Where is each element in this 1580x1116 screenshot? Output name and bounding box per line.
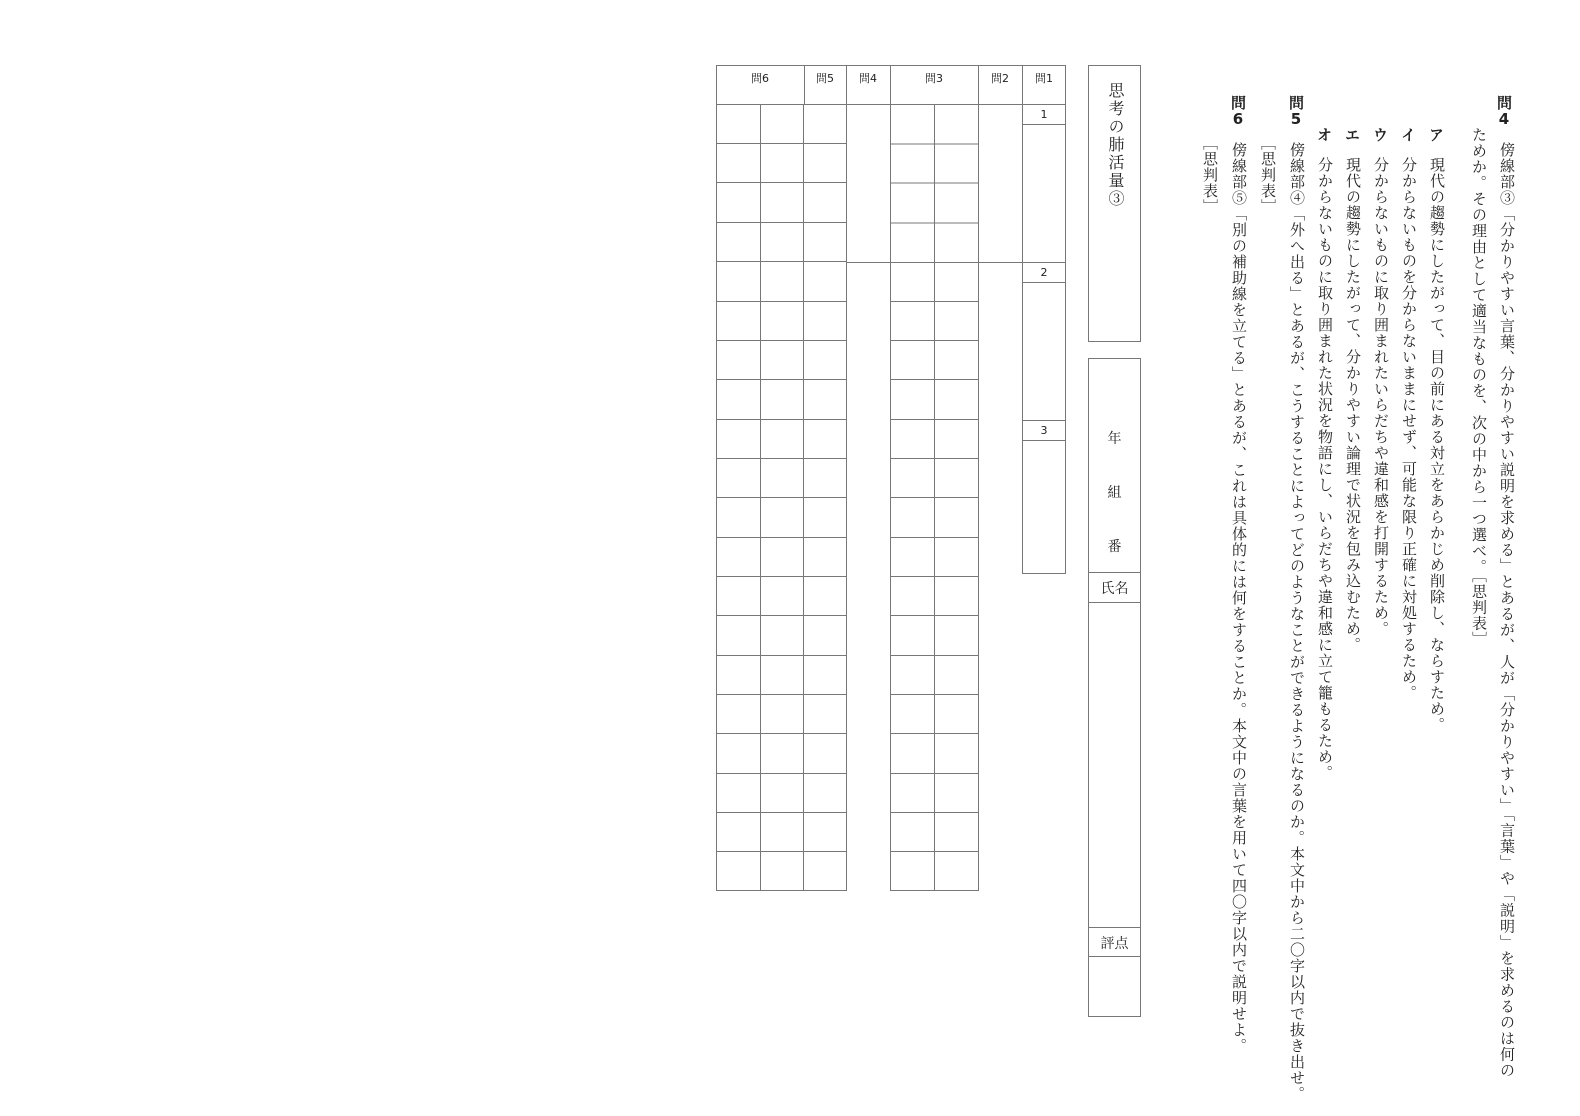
divider: [1089, 927, 1140, 928]
name-field[interactable]: [1089, 605, 1140, 925]
header-q5: 問5: [816, 72, 834, 85]
q4-choice-i-text: 分からないものを分からないままにせず、可能な限り正確に対処するため。: [1400, 157, 1418, 701]
divider: [846, 65, 847, 105]
name-label: 氏名: [1100, 581, 1129, 597]
q4-choice-o-text: 分からないものに取り囲まれた状況を物語にし、いらだちや違和感に立て籠もるため。: [1316, 157, 1334, 781]
q4-choice-e-text: 現代の趨勢にしたがって、分かりやすい論理で状況を包み込むため。: [1344, 157, 1362, 653]
divider: [804, 65, 805, 105]
score-field[interactable]: [1089, 958, 1140, 1016]
q4-choice-e-mark: エ: [1343, 127, 1361, 142]
q5-grid-lines: [803, 104, 847, 891]
q5-prompt-line1: 傍線部④「外へ出る」とあるが、こうすることによってどのようなことができるようになるのか。本文中から二〇字以内で抜き出せ。: [1288, 142, 1306, 1102]
q6-answer-grid[interactable]: [716, 104, 804, 891]
q3-grid-lines: [890, 104, 979, 263]
q6-prompt-line1: 傍線部⑤「別の補助線を立てる」とあるが、これは具体的には何をすることか。本文中の言葉を用いて四〇字以内で説明せよ。: [1230, 142, 1248, 1054]
q4-choice-u-text: 分からないものに取り囲まれたいらだちや違和感を打開するため。: [1372, 157, 1390, 637]
q2-answer-box[interactable]: [978, 104, 1023, 263]
student-info-box: [1088, 358, 1141, 1017]
header-q2: 問2: [991, 72, 1009, 85]
q3-answer-grid: [890, 104, 979, 263]
header-q1: 問1: [1035, 72, 1053, 85]
answer-header-row: [716, 65, 1066, 105]
q6-label: 問6: [1229, 95, 1247, 128]
divider: [1022, 420, 1066, 421]
year-label: 年: [1107, 431, 1122, 447]
q1-slot-2-number: 2: [1040, 266, 1048, 279]
q6-prompt-line2: ［思判表］: [1201, 135, 1219, 215]
q1-slot-3-field[interactable]: [1023, 441, 1065, 573]
q4-answer-box[interactable]: [846, 104, 891, 263]
q6-grid-lines: [716, 104, 804, 891]
q1-slot-3-number: 3: [1040, 424, 1048, 437]
score-label: 評点: [1100, 936, 1129, 952]
number-label: 番: [1107, 539, 1122, 555]
q4-choice-o-mark: オ: [1315, 127, 1333, 142]
q1-slot-2-field[interactable]: [1023, 283, 1065, 419]
q5-answer-grid[interactable]: [803, 104, 847, 891]
divider: [1022, 262, 1066, 263]
q4-prompt-line1: 傍線部③「分かりやすい言葉、分かりやすい説明を求める」とあるが、人が「分かりやすい」「言葉」や「説明」を求めるのは何の: [1498, 142, 1516, 1079]
q5-label: 問5: [1287, 95, 1305, 128]
q4-label: 問4: [1495, 95, 1513, 128]
q4-choice-u-mark: ウ: [1371, 127, 1389, 142]
header-q3: 問3: [925, 72, 943, 85]
divider: [1022, 65, 1023, 105]
header-q6: 問6: [751, 72, 769, 85]
q4-prompt-line2: ためか。その理由として適当なものを、次の中から一つ選べ。［思判表］: [1470, 127, 1488, 648]
header-q4: 問4: [859, 72, 877, 85]
q4-choice-a-mark: ア: [1427, 127, 1445, 142]
divider: [890, 65, 891, 105]
q5-prompt-line2: ［思判表］: [1259, 135, 1277, 215]
q4-choice-a-text: 現代の趨勢にしたがって、目の前にある対立をあらかじめ削除し、ならすため。: [1428, 157, 1446, 733]
divider: [1089, 572, 1140, 573]
q1-slot-1-field[interactable]: [1023, 125, 1065, 261]
class-label: 組: [1107, 485, 1122, 501]
title-box: [1088, 65, 1141, 342]
divider: [1089, 956, 1140, 957]
answer-sheet: [716, 65, 1066, 891]
q1-slot-1-number: 1: [1040, 108, 1048, 121]
q3-answer-grid-continued[interactable]: [890, 262, 979, 891]
divider: [978, 65, 979, 105]
q4-choice-i-mark: イ: [1399, 127, 1417, 142]
q3-grid-lines-continued: [890, 262, 979, 891]
worksheet-title: 思考の肺活量③: [1106, 82, 1125, 208]
divider: [1089, 602, 1140, 603]
